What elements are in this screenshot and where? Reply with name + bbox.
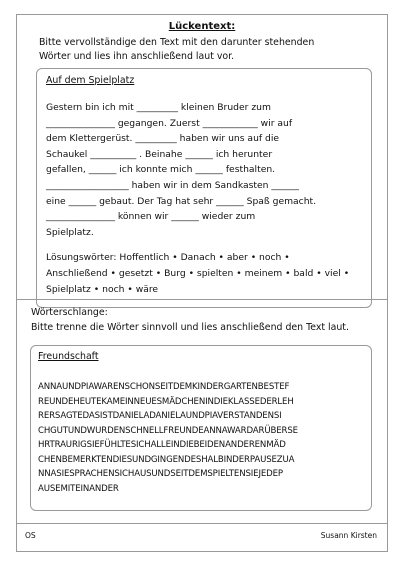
snake-line: NNASIESPRACHENSICHAUSUNDSEITDEMSPIELTENSIEJEDEP bbox=[38, 469, 283, 479]
word-snake-instructions bbox=[31, 305, 377, 335]
section-instructions bbox=[39, 36, 377, 64]
cloze-text-box bbox=[36, 68, 372, 308]
cloze-line: Schaukel __________ . Beinahe ______ ich herunter bbox=[46, 148, 273, 160]
word-snake-box bbox=[30, 345, 372, 511]
snake-line: RERSAGTEDASISTDANIELADANIELAUNDPIAVERSTANDENSI bbox=[38, 411, 282, 421]
solution-line: Anschließend • gesetzt • Burg • spielten • meinem • bald • viel • bbox=[46, 267, 350, 279]
cloze-line: gefallen, ______ ich konnte mich ______ festhalten. bbox=[46, 164, 276, 176]
cloze-line: eine ______ gebaut. Der Tag hat sehr ______ Spaß gemacht. bbox=[46, 195, 317, 207]
solution-words bbox=[46, 250, 363, 297]
instruction-line: Bitte vervollständige den Text mit den darunter stehenden bbox=[39, 37, 315, 48]
cloze-line: Spielplatz. bbox=[46, 226, 94, 238]
cloze-line: __________________ haben wir in dem Sandkasten ______ bbox=[46, 179, 299, 191]
section-title: Lückentext: bbox=[168, 21, 236, 32]
cloze-line: Gestern bin ich mit _________ kleinen Bruder zum bbox=[46, 102, 271, 113]
worksheet bbox=[16, 14, 388, 552]
footer-left-text: OS bbox=[25, 531, 36, 540]
snake-line: REUNDEHEUTEKAMEINNEUESMÄDCHENINDIEKLASSEDERLEH bbox=[38, 396, 294, 407]
cloze-box-title: Auf dem Spielplatz bbox=[46, 75, 135, 86]
solution-line: Lösungswörter: Hoffentlich • Danach • aber • noch • bbox=[46, 252, 290, 264]
solution-line: Spielplatz • noch • wäre bbox=[46, 283, 159, 295]
cloze-text bbox=[46, 100, 363, 240]
footer-author: Susann Kirsten bbox=[320, 531, 377, 540]
word-snake-title: Freundschaft bbox=[38, 351, 99, 362]
snake-line: AUSEMITEINANDER bbox=[38, 483, 119, 494]
snake-line: ANNAUNDPIAWARENSCHONSEITDEMKINDERGARTENBESTEF bbox=[38, 382, 290, 392]
snake-line: HRTRAURIGSIEFÜHLTESICHALLEINDIEBEIDENANDERENMÄD bbox=[38, 440, 286, 450]
word-snake-instruction: Bitte trenne die Wörter sinnvoll und lies anschließend den Text laut. bbox=[31, 322, 349, 333]
snake-line: CHGUTUNDWURDENSCHNELLFREUNDEANNAWARDARÜBERSE bbox=[38, 425, 298, 436]
cloze-line: dem Klettergerüst. _________ haben wir uns auf die bbox=[46, 133, 280, 145]
section-divider bbox=[17, 299, 387, 300]
instruction-line: Wörter und lies ihn anschließend laut vor. bbox=[39, 51, 235, 62]
cloze-line: _______________ gegangen. Zuerst ____________ wir auf bbox=[46, 117, 293, 129]
word-snake-heading: Wörterschlange: bbox=[31, 307, 108, 318]
footer-divider bbox=[17, 523, 387, 524]
snake-line: CHENBEMERKTENDIESUNDGINGENDESHALBINDERPAUSEZUA bbox=[38, 454, 295, 465]
word-snake-text bbox=[38, 380, 365, 496]
cloze-line: _______________ können wir ______ wieder zum bbox=[46, 211, 256, 223]
